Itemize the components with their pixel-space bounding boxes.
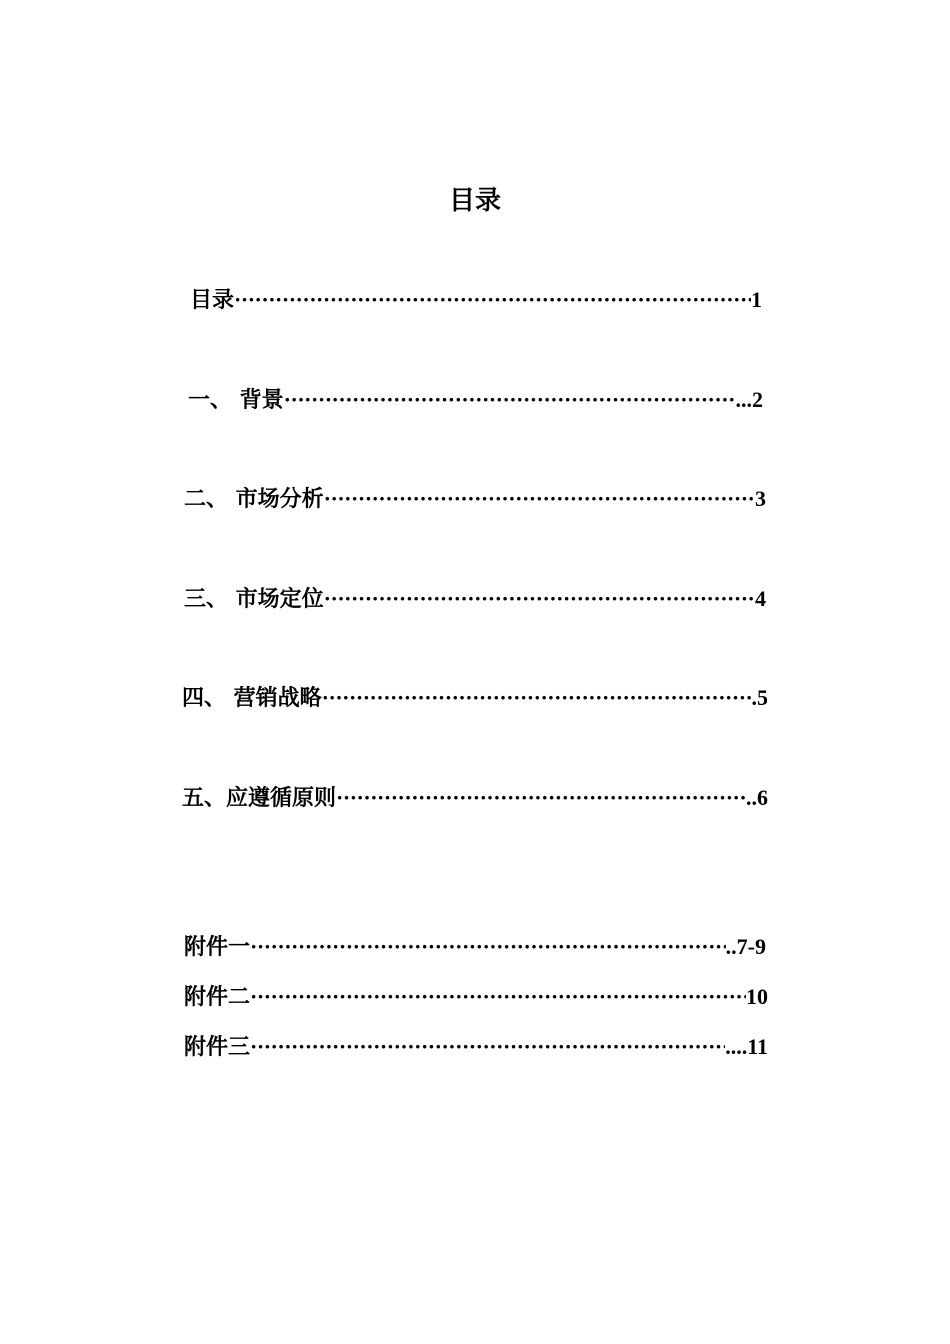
toc-entry-page: .5 (751, 685, 768, 710)
toc-entry-appendix-2[interactable] (184, 981, 768, 1013)
toc-title: 目录 (448, 186, 501, 216)
toc-entry-label: 四、 营销战略 (182, 685, 322, 711)
toc-leader-dots (324, 483, 755, 515)
toc-entry-label: 二、 市场分析 (184, 486, 324, 512)
toc-entry-label: 三、 市场定位 (184, 586, 324, 612)
toc-entry-page: 1 (751, 287, 762, 312)
toc-entry-label: 一、 背景 (188, 387, 284, 413)
toc-entry-page: ....11 (725, 1034, 768, 1059)
toc-leader-dots (336, 782, 746, 814)
toc-leader-dots (250, 1031, 725, 1063)
toc-entry-label: 附件三 (184, 1034, 251, 1060)
toc-entry-page: ..7-9 (725, 934, 766, 959)
toc-leader-dots (284, 384, 736, 416)
toc-entry-appendix-3[interactable] (184, 1031, 768, 1063)
toc-entry-label: 附件二 (184, 984, 251, 1010)
toc-leader-dots (234, 284, 751, 316)
toc-entry-marketing-strategy[interactable] (182, 682, 768, 714)
toc-entry-market-positioning[interactable] (184, 583, 766, 615)
toc-entry-page: ..6 (746, 785, 768, 810)
toc-leader-dots (250, 931, 726, 963)
toc-entry-appendix-1[interactable] (184, 931, 766, 963)
toc-entry-contents[interactable] (190, 284, 762, 316)
toc-entry-principles[interactable] (182, 782, 768, 814)
toc-leader-dots (324, 583, 755, 615)
toc-entry-page: ...2 (735, 387, 763, 412)
toc-entry-label: 五、应遵循原则 (182, 785, 337, 811)
toc-entry-label: 目录 (190, 287, 235, 313)
toc-entry-page: 3 (755, 486, 766, 511)
toc-leader-dots (250, 981, 746, 1013)
toc-entry-background[interactable] (188, 384, 763, 416)
toc-entry-market-analysis[interactable] (184, 483, 766, 515)
toc-entry-page: 4 (755, 586, 766, 611)
toc-entry-page: 10 (746, 984, 768, 1009)
toc-entry-label: 附件一 (184, 934, 251, 960)
toc-leader-dots (322, 682, 752, 714)
